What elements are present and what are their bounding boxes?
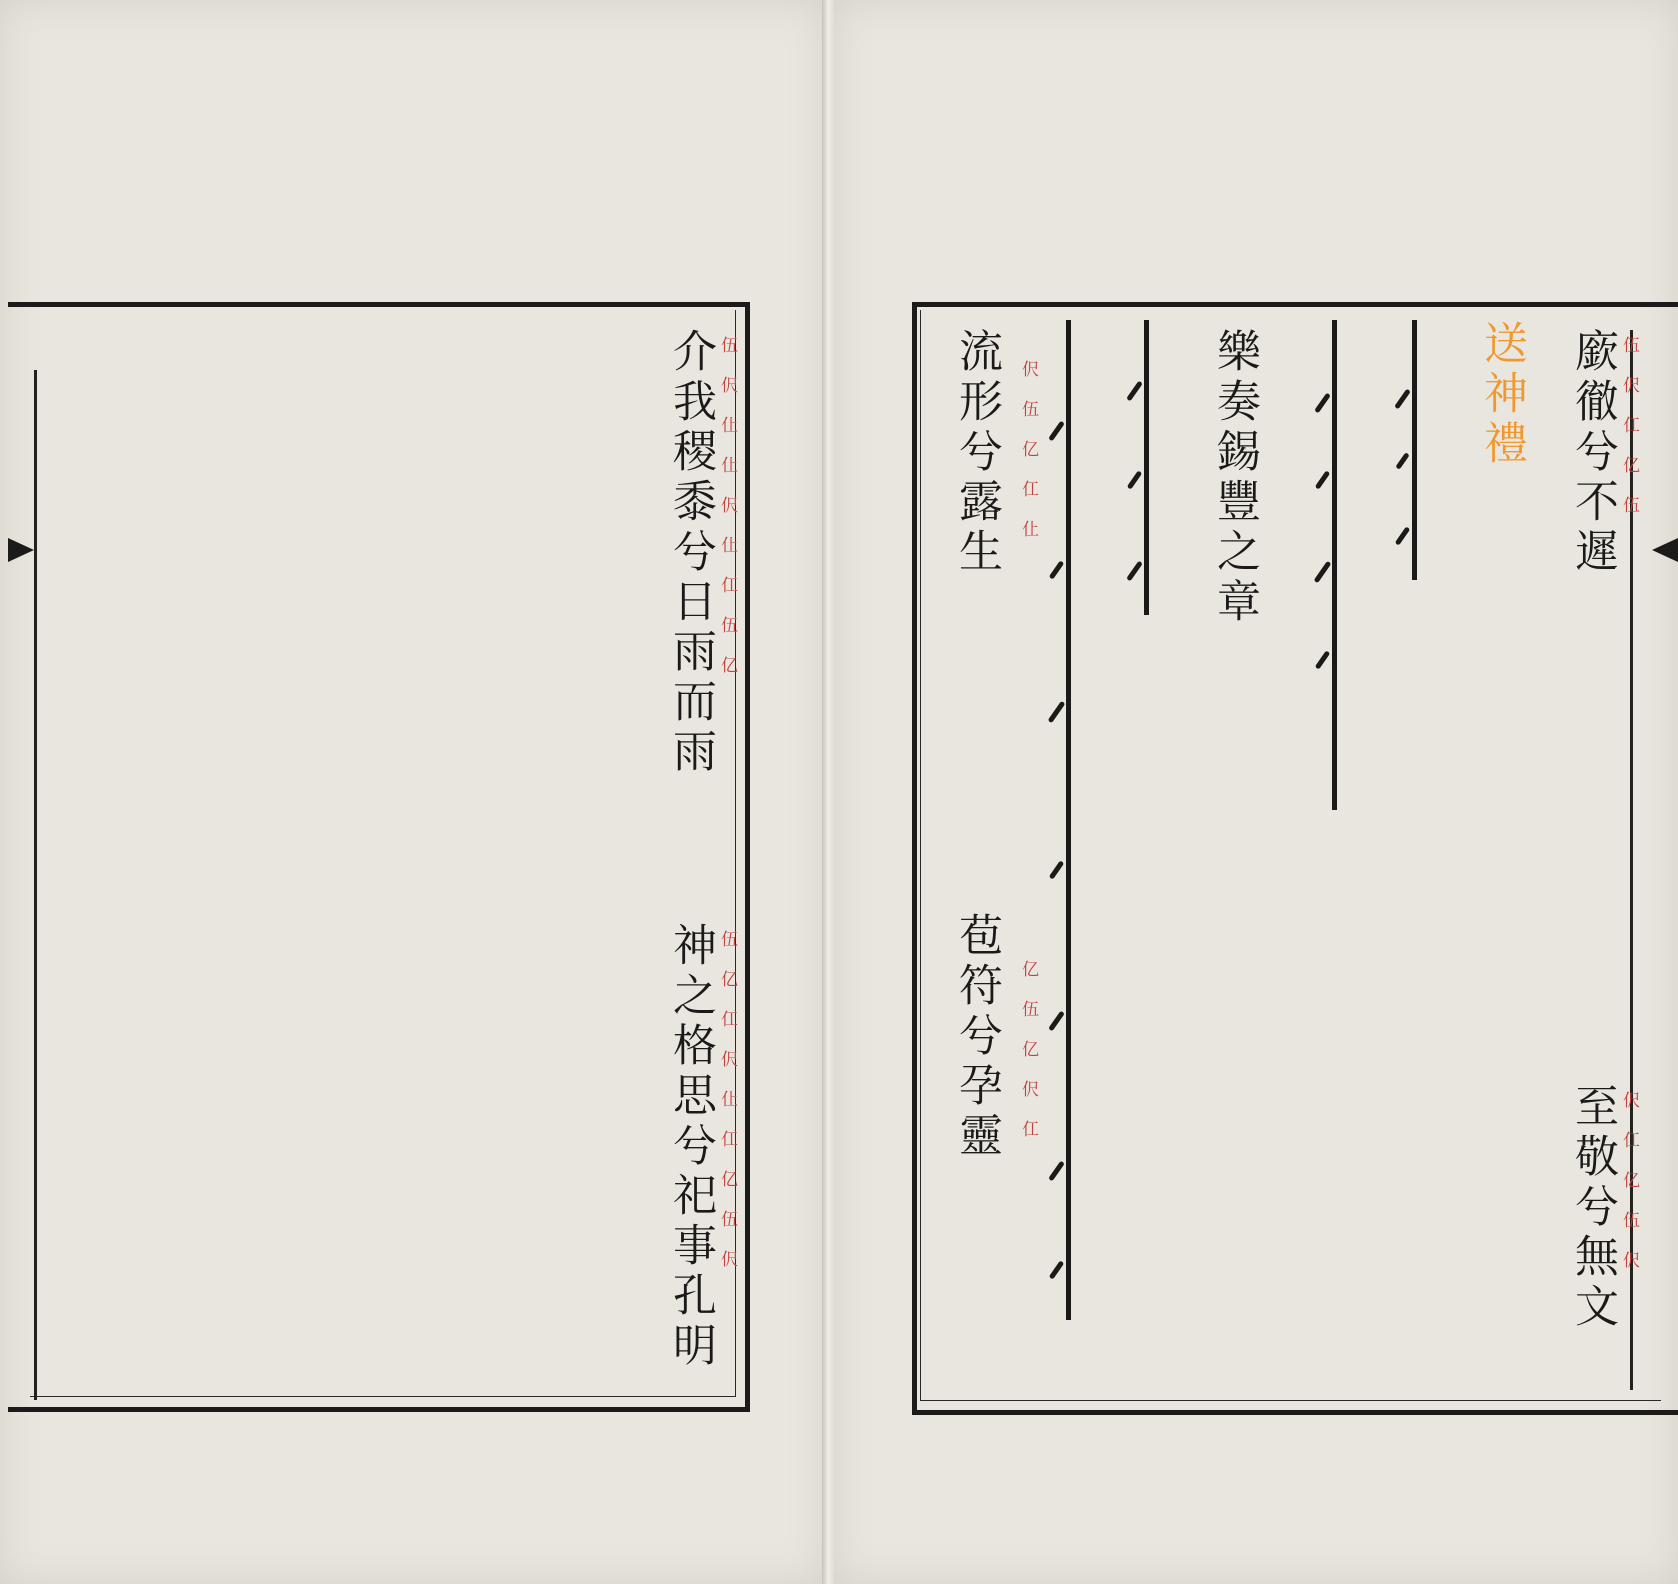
section-title: 送神禮 bbox=[1476, 320, 1527, 470]
right-text-line-4: 流形兮露生 bbox=[951, 328, 1002, 578]
manchu-script-column-4 bbox=[1066, 320, 1111, 1320]
left-text-line-1: 介我稷黍兮日雨而雨 bbox=[665, 328, 716, 778]
fold-tab-right bbox=[1652, 538, 1678, 562]
right-page bbox=[834, 0, 1678, 1584]
right-notation-line-2: 伬仜亿伍伬 bbox=[1619, 1091, 1639, 1291]
fold-tab-left bbox=[8, 538, 34, 562]
manchu-script-column-3 bbox=[1144, 320, 1189, 615]
right-text-line-3: 樂奏錫豐之章 bbox=[1209, 328, 1260, 628]
right-notation-line-4: 伬伍亿仜仩 bbox=[1018, 360, 1038, 560]
left-text-line-2: 神之格思兮祀事孔明 bbox=[665, 922, 716, 1372]
left-notation-line-1: 伍伬仩仩伬仩仜伍亿 bbox=[717, 336, 737, 696]
right-text-line-5: 苞符兮孕靈 bbox=[951, 912, 1002, 1162]
right-notation-line-5: 亿伍亿伬仜 bbox=[1018, 960, 1038, 1160]
left-notation-line-2: 伍亿仜伬仩仜亿伍伬 bbox=[717, 930, 737, 1290]
manchu-script-column-1 bbox=[1412, 320, 1457, 580]
right-notation-line-1: 伍伬仜亿伍 bbox=[1619, 336, 1639, 536]
left-inner-frame bbox=[30, 310, 736, 1397]
right-text-line-2: 至敬兮無文 bbox=[1567, 1083, 1618, 1333]
right-text-line-1: 廞徹兮不遲 bbox=[1567, 328, 1618, 578]
left-margin-rule bbox=[34, 370, 37, 1400]
manchu-script-column-2 bbox=[1332, 320, 1377, 810]
left-page bbox=[0, 0, 826, 1584]
